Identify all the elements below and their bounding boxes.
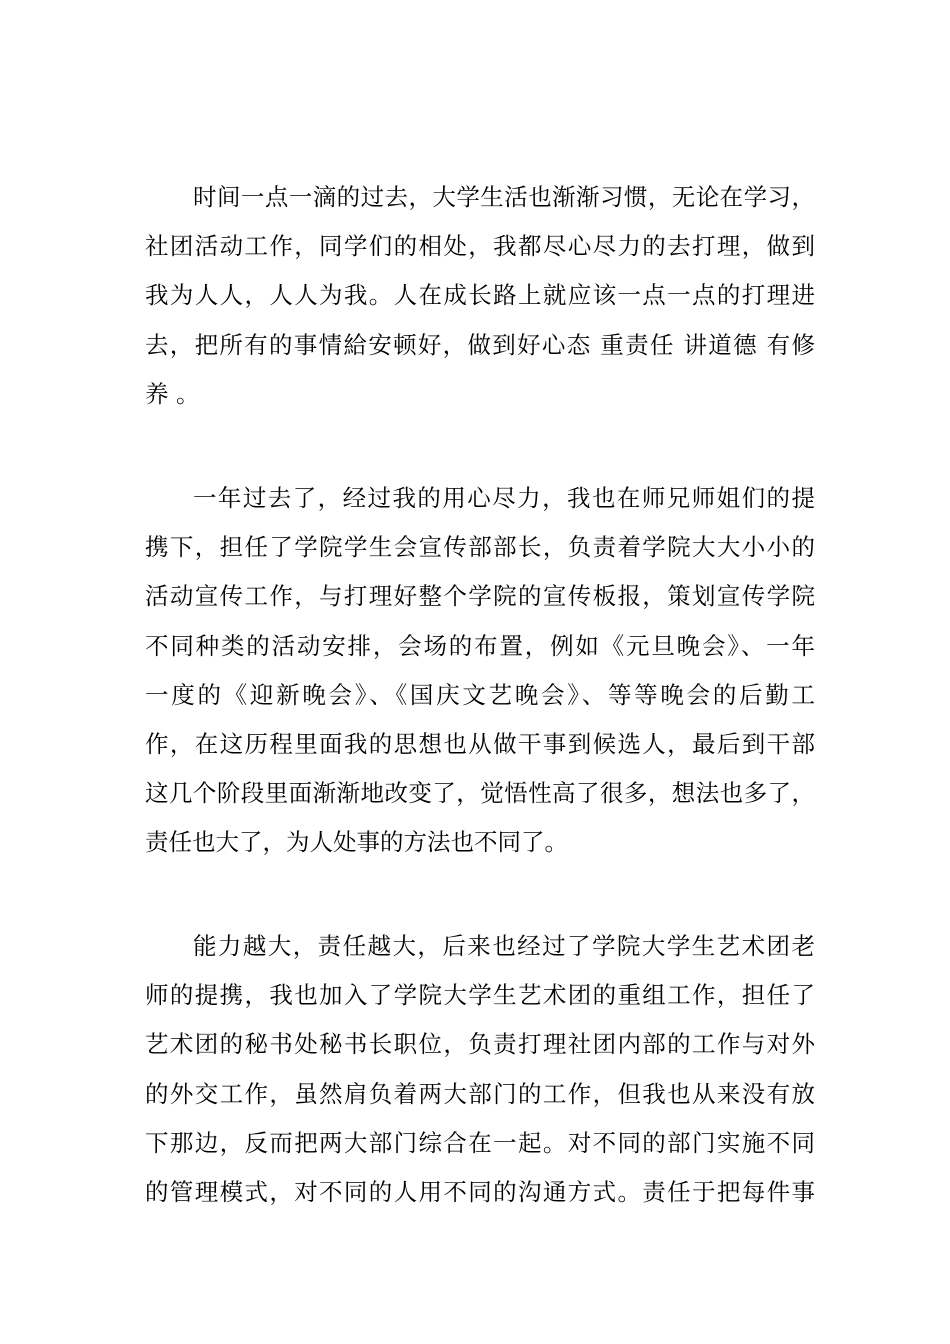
paragraph-line: 作，在这历程里面我的思想也从做干事到候选人，最后到干部 xyxy=(145,729,815,758)
paragraph-line: 下那边，反而把两大部门综合在一起。对不同的部门实施不同 xyxy=(145,1128,815,1157)
paragraph-line: 能力越大，责任越大，后来也经过了学院大学生艺术团老 xyxy=(193,932,815,960)
paragraph-line: 师的提携，我也加入了学院大学生艺术团的重组工作，担任了 xyxy=(145,981,815,1010)
paragraph-line: 携下，担任了学院学生会宣传部部长，负责着学院大大小小的 xyxy=(145,533,815,562)
paragraph-line: 社团活动工作，同学们的相处，我都尽心尽力的去打理，做到 xyxy=(145,232,815,261)
paragraph-line: 活动宣传工作，与打理好整个学院的宣传板报，策划宣传学院 xyxy=(145,582,815,611)
paragraph-line: 去，把所有的事情給安顿好，做到好心态 重责任 讲道德 有修 xyxy=(145,330,815,359)
paragraph-line: 一度的《迎新晚会》、《国庆文艺晚会》、等等晚会的后勤工 xyxy=(145,680,815,709)
paragraph-1 xyxy=(145,183,815,432)
paragraph-line: 养 。 xyxy=(145,379,200,408)
paragraph-line: 艺术团的秘书处秘书长职位，负责打理社团内部的工作与对外 xyxy=(145,1030,815,1059)
paragraph-line: 的外交工作，虽然肩负着两大部门的工作，但我也从来没有放 xyxy=(145,1079,815,1108)
paragraph-3 xyxy=(145,932,815,1230)
paragraph-line: 一年过去了，经过我的用心尽力，我也在师兄师姐们的提 xyxy=(193,484,815,512)
paragraph-line: 不同种类的活动安排，会场的布置，例如《元旦晚会》、一年 xyxy=(145,631,815,660)
paragraph-line: 时间一点一滴的过去，大学生活也渐渐习惯，无论在学习， xyxy=(193,183,815,211)
paragraph-line: 责任也大了，为人处事的方法也不同了。 xyxy=(145,828,568,857)
paragraph-line: 这几个阶段里面渐渐地改变了，觉悟性高了很多，想法也多了， xyxy=(145,779,815,808)
paragraph-line: 的管理模式，对不同的人用不同的沟通方式。责任于把每件事 xyxy=(145,1177,815,1206)
paragraph-line: 我为人人，人人为我。人在成长路上就应该一点一点的打理进 xyxy=(145,281,815,310)
paragraph-2 xyxy=(145,484,815,881)
